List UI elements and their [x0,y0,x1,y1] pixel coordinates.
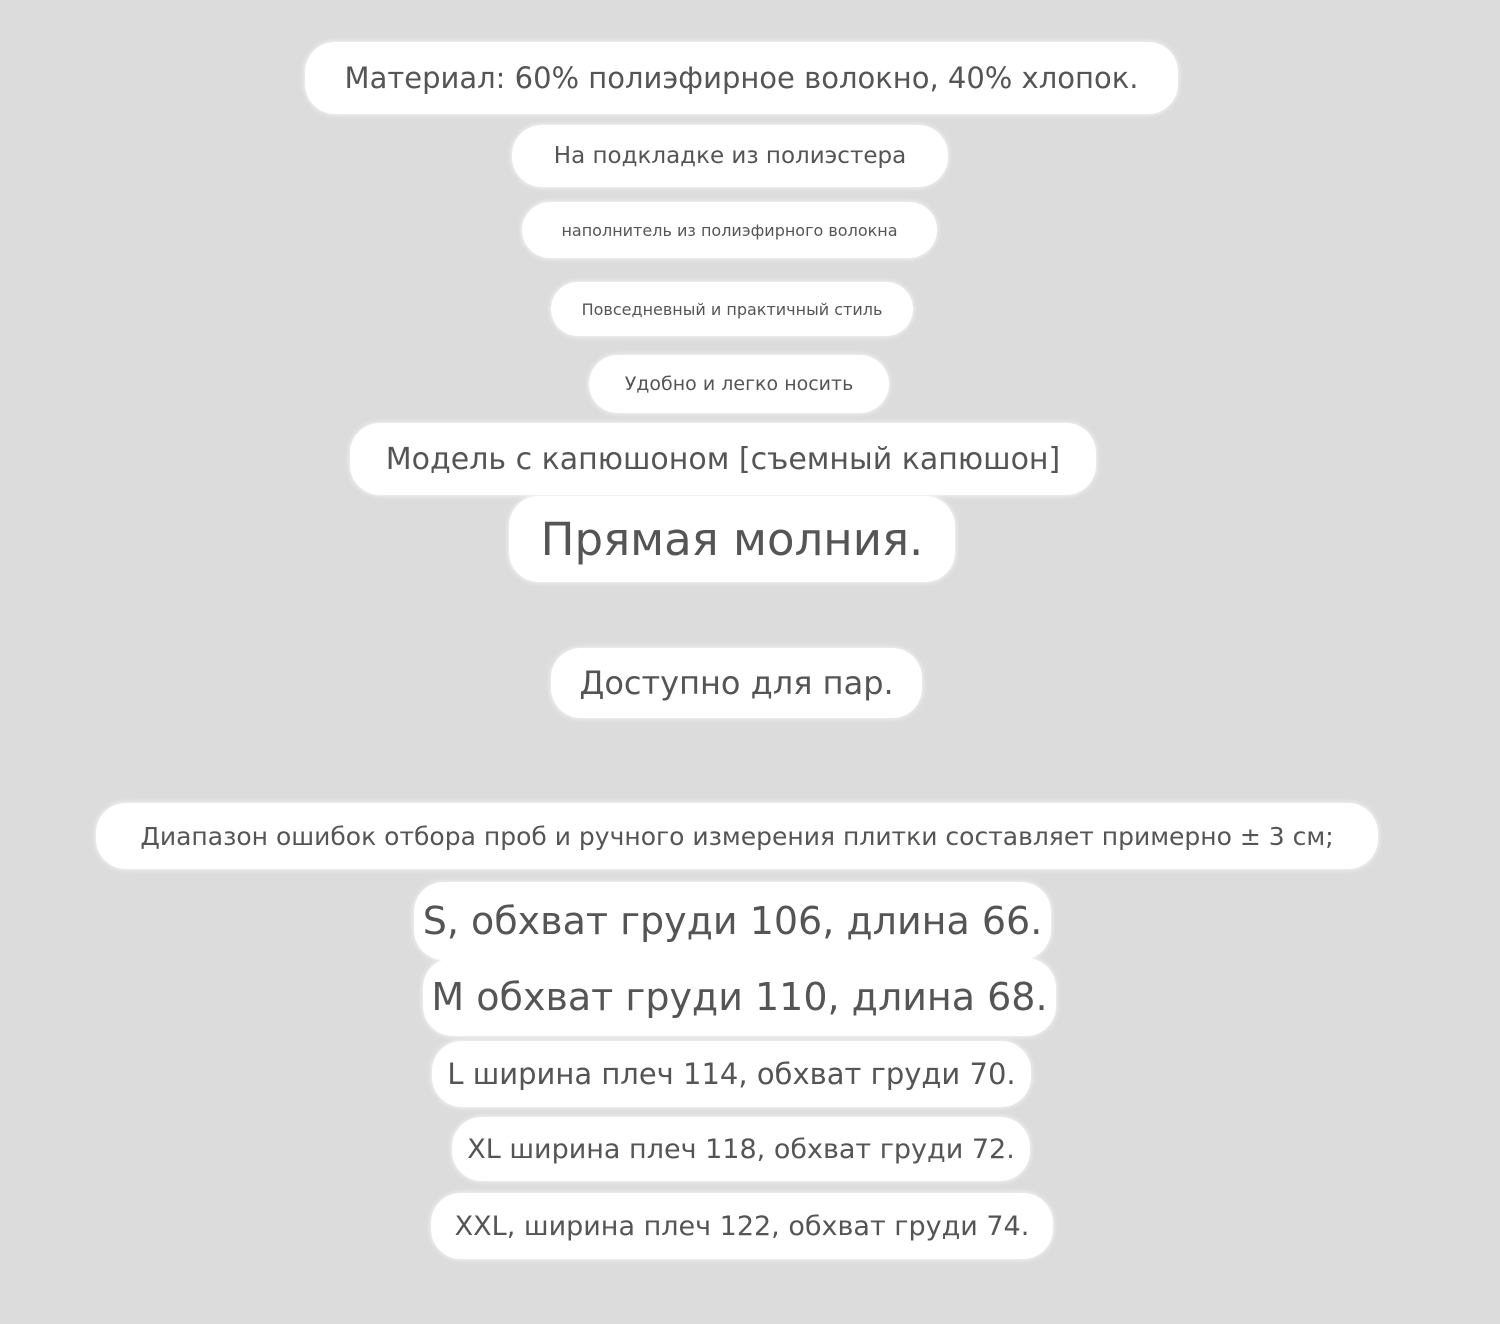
zipper-label: Прямая молния. [509,496,955,582]
measurement-note: Диапазон ошибок отбора проб и ручного измерения плитки составляет примерно ± 3 см; [96,803,1378,869]
size-s: S, обхват груди 106, длина 66. [414,882,1051,960]
lining-label: На подкладке из полиэстера [512,125,948,187]
comfort-label: Удобно и легко носить [589,355,889,413]
size-l: L ширина плеч 114, обхват груди 70. [432,1041,1031,1107]
size-xxl: XXL, ширина плеч 122, обхват груди 74. [431,1193,1053,1259]
couples-label: Доступно для пар. [551,648,922,718]
material-label: Материал: 60% полиэфирное волокно, 40% хлопок. [305,42,1178,114]
filler-label: наполнитель из полиэфирного волокна [522,202,937,258]
style-label: Повседневный и практичный стиль [551,282,913,336]
size-xl: XL ширина плеч 118, обхват груди 72. [452,1117,1030,1181]
hood-label: Модель с капюшоном [съемный капюшон] [350,423,1096,495]
size-m: M обхват груди 110, длина 68. [423,958,1056,1036]
